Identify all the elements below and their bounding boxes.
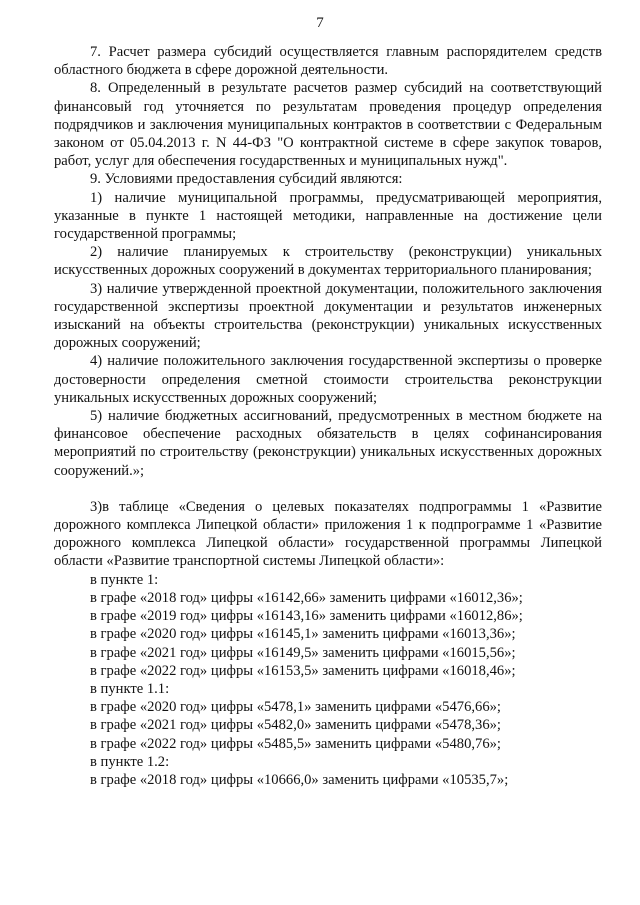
amendment-item: в пункте 1: xyxy=(90,571,159,588)
amendment-item: в графе «2021 год» цифры «16149,5» заменить цифрами «16015,56»; xyxy=(90,644,516,661)
page-number: 7 xyxy=(316,15,324,31)
amendment-item: в графе «2020 год» цифры «5478,1» заменить цифрами «5476,66»; xyxy=(90,699,501,716)
amendment-item: в графе «2018 год» цифры «10666,0» заменить цифрами «10535,7»; xyxy=(90,771,509,788)
amendment-item: в графе «2020 год» цифры «16145,1» заменить цифрами «16013,36»; xyxy=(90,626,516,643)
condition-2: 2) наличие планируемых к строительству (реконструкции) уникальных искусственных дорожных сооружений в документах территориального планирования; xyxy=(54,244,602,279)
condition-5: 5) наличие бюджетных ассигнований, предусмотренных в местном бюджете на финансовое обеспечение расходных обязательств в целях софинансирования мероприятий по строительству (реконструкции) уникальных искусственных дорожных сооружений.»; xyxy=(54,408,602,479)
paragraph-9: 9. Условиями предоставления субсидий являются: xyxy=(90,171,403,188)
amendment-item: в графе «2019 год» цифры «16143,16» заменить цифрами «16012,86»; xyxy=(90,608,523,625)
paragraph-8: 8. Определенный в результате расчетов размер субсидий на соответствующий финансовый год уточняется по результатам проведения процедур определения подрядчиков и заключения муниципальных контрактов в соответствии с Федеральным законом от 05.04.2013 г. N 44-ФЗ "О контрактной системе в сфере закупок товаров, работ, услуг для обеспечения государственных и муниципальных нужд". xyxy=(54,80,602,170)
amendment-item: в графе «2022 год» цифры «5485,5» заменить цифрами «5480,76»; xyxy=(90,735,501,752)
section-3-intro: 3)в таблице «Сведения о целевых показателях подпрограммы 1 «Развитие дорожного комплекса Липецкой области» приложения 1 к подпрограмме 1 «Развитие дорожного комплекса Липецкой области» государственной программы Липецкой области «Развитие транспортной системы Липецкой области»: xyxy=(54,498,602,570)
condition-3: 3) наличие утвержденной проектной документации, положительного заключения государственной экспертизы проектной документации и результатов инженерных изысканий на объекты строительства (реконструкции) уникальных искусственных дорожных сооружений; xyxy=(54,280,602,352)
amendment-list xyxy=(54,571,602,789)
document-body xyxy=(54,43,602,789)
amendment-item: в графе «2021 год» цифры «5482,0» заменить цифрами «5478,36»; xyxy=(90,717,501,734)
amendment-item: в пункте 1.1: xyxy=(90,680,170,697)
condition-1: 1) наличие муниципальной программы, предусматривающей мероприятия, указанные в пункте 1 настоящей методики, направленные на достижение цели государственной программы; xyxy=(54,189,602,243)
amendment-item: в графе «2022 год» цифры «16153,5» заменить цифрами «16018,46»; xyxy=(90,662,516,679)
amendment-item: в графе «2018 год» цифры «16142,66» заменить цифрами «16012,36»; xyxy=(90,589,523,606)
amendment-item: в пункте 1.2: xyxy=(90,753,170,770)
paragraph-7: 7. Расчет размера субсидий осуществляется главным распорядителем средств областного бюджета в сфере дорожной деятельности. xyxy=(54,44,602,79)
condition-4: 4) наличие положительного заключения государственной экспертизы о проверке достоверности определения сметной стоимости строительства реконструкции уникальных искусственных дорожных сооружений; xyxy=(54,353,602,406)
